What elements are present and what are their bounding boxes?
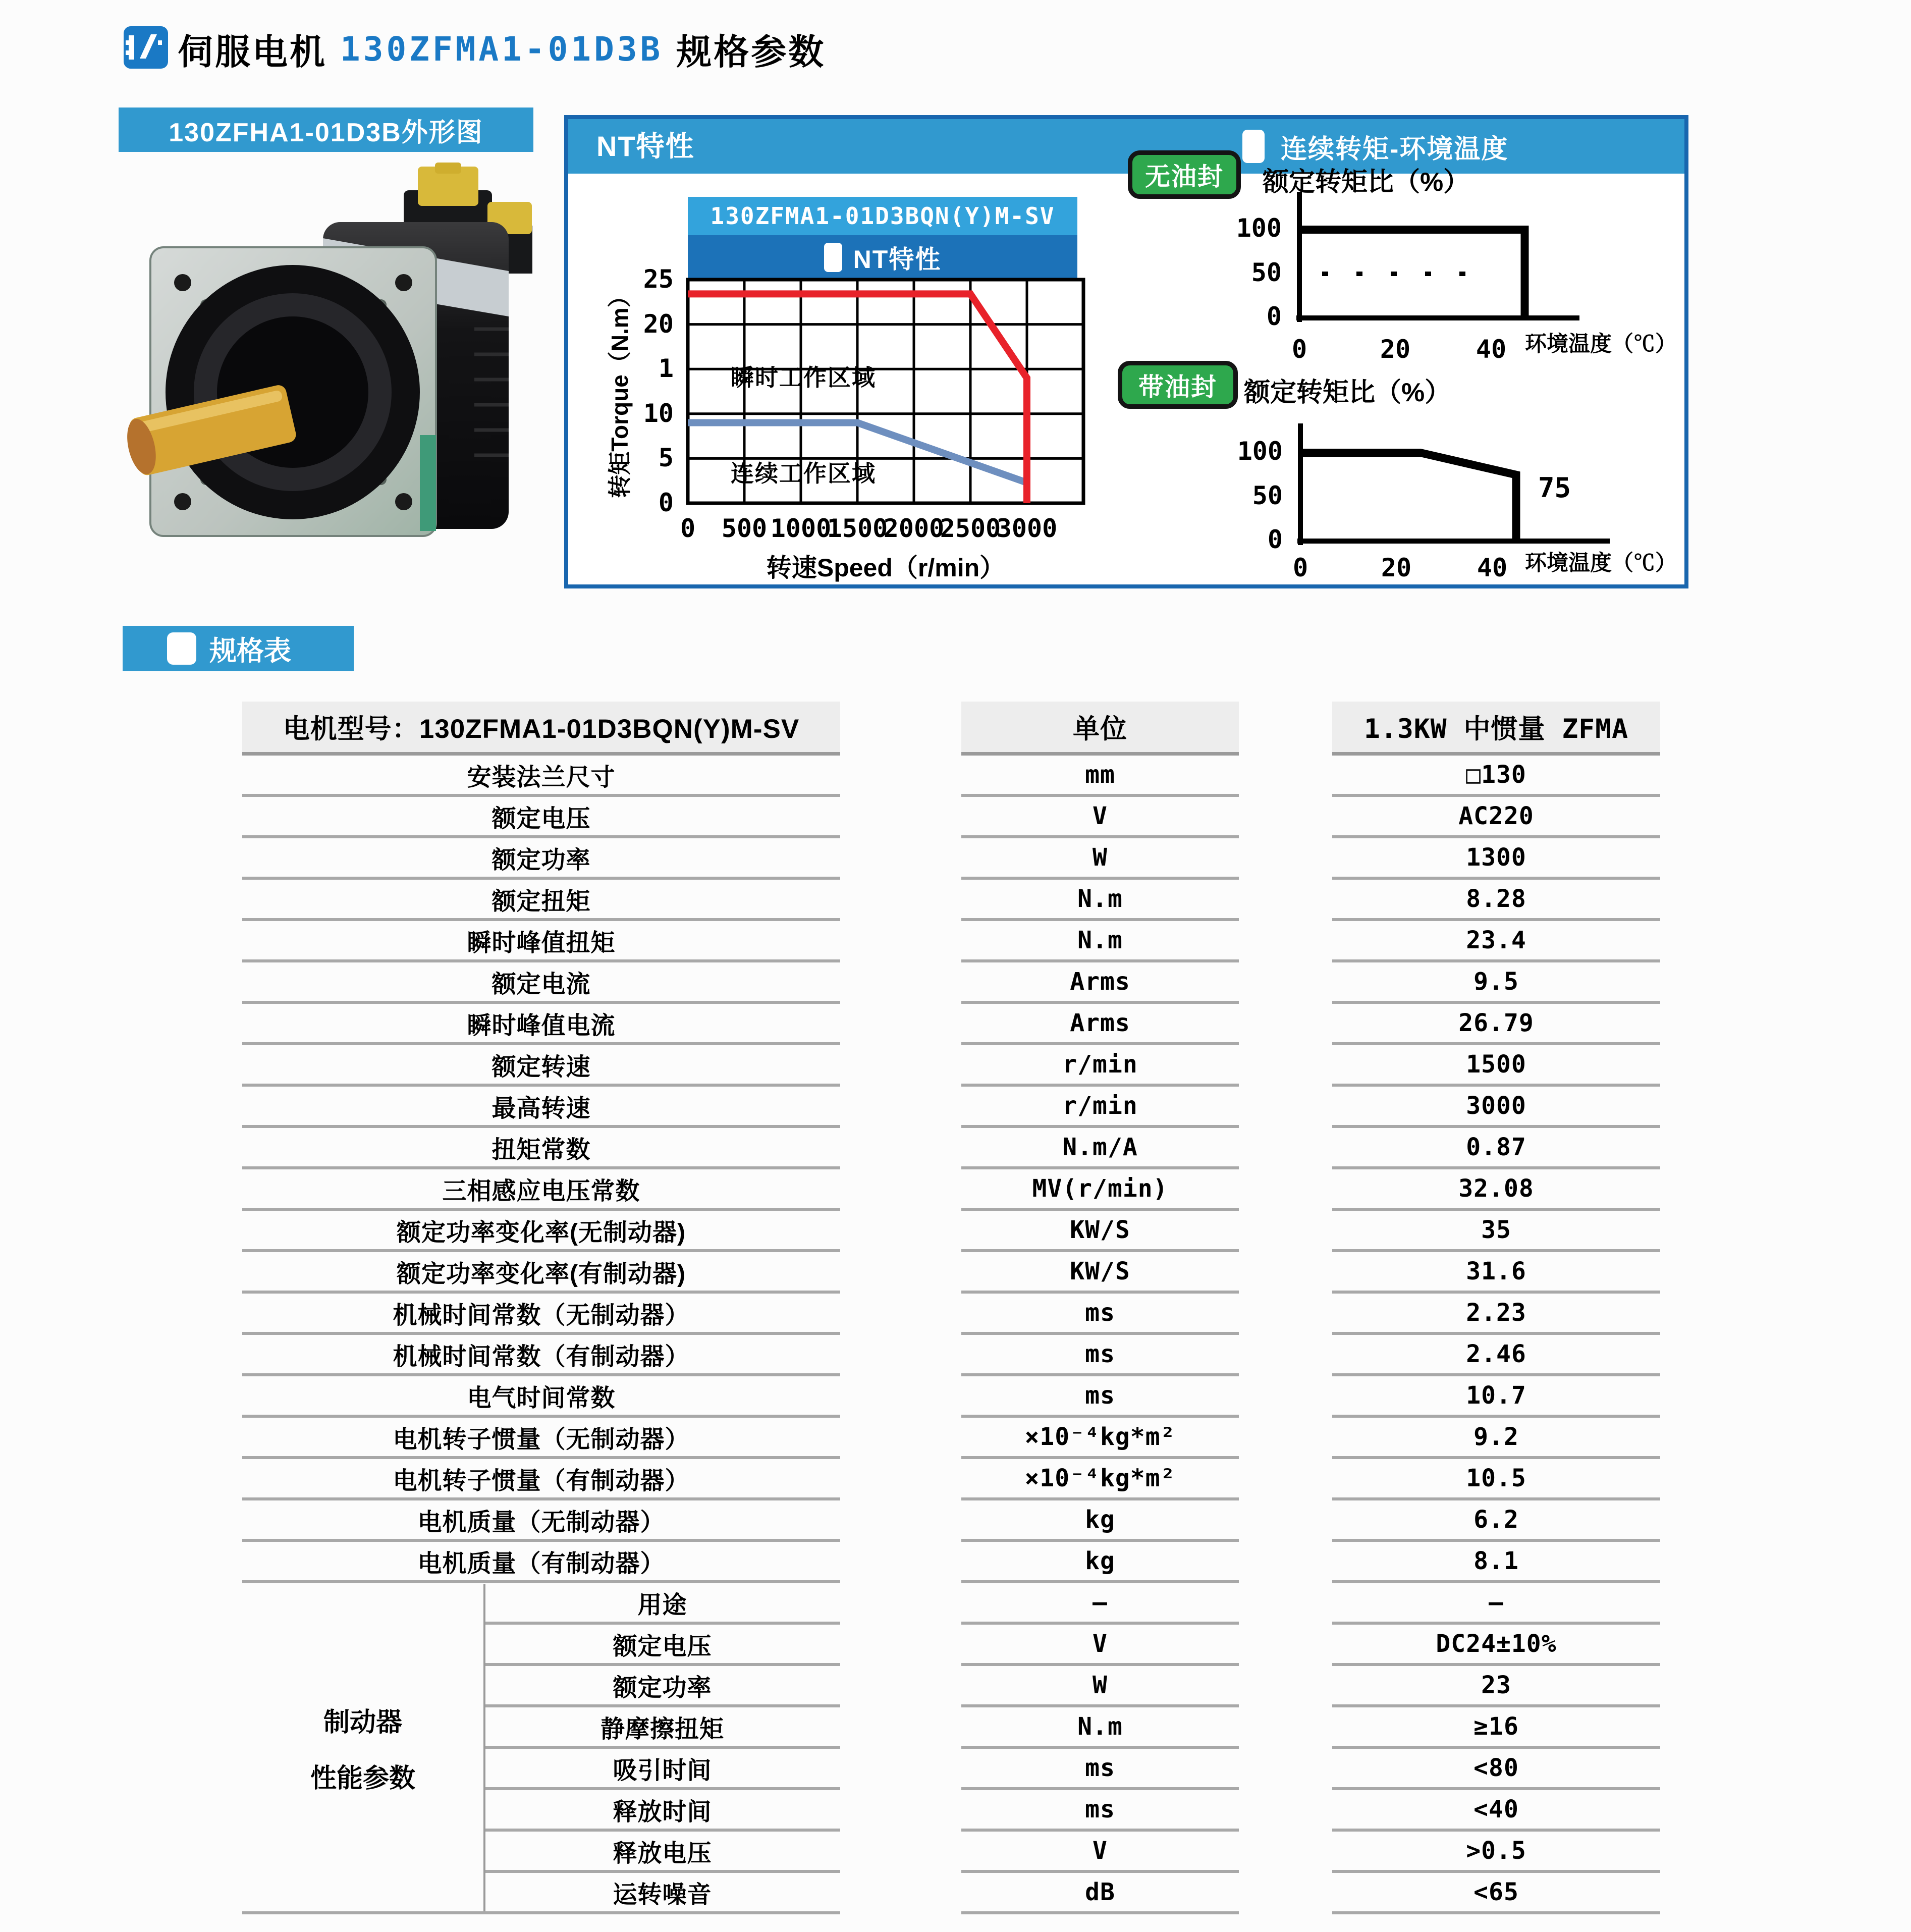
axis-tick-label: 100 (1236, 213, 1282, 243)
table-row (1332, 1252, 1660, 1294)
table-row (242, 962, 840, 1004)
table-row (961, 756, 1239, 797)
table-cell: 额定功率变化率(有制动器) (242, 1252, 840, 1294)
logo-icon (123, 25, 169, 70)
table-cell: 额定扭矩 (242, 880, 840, 921)
table-row (1332, 1335, 1660, 1376)
table-header-cell: 1.3KW 中惯量 ZFMA (1332, 702, 1660, 756)
table-row (242, 921, 840, 962)
table-row (1332, 1873, 1660, 1914)
table-cell: 10.7 (1332, 1376, 1660, 1418)
table-cell: Arms (961, 1004, 1239, 1045)
table-cell: 23 (1332, 1666, 1660, 1707)
axis-tick-label: 10 (643, 398, 674, 428)
table-cell: 扭矩常数 (242, 1128, 840, 1169)
instant-region-label: 瞬时工作区域 (731, 364, 876, 391)
spec-banner (123, 626, 354, 671)
table-header-cell: 电机型号：130ZFMA1-01D3BQN(Y)M-SV (242, 702, 840, 756)
ratio-label-top: 额定转矩比（%） (1263, 168, 1470, 197)
table-row (242, 1500, 840, 1542)
table-row (242, 1169, 840, 1211)
table-cell: N.m/A (961, 1128, 1239, 1169)
temp-label-top: 环境温度（℃） (1525, 332, 1677, 356)
table-row (1332, 756, 1660, 797)
table-row (961, 1418, 1239, 1459)
table-row (1332, 797, 1660, 838)
continuous-region-label: 连续工作区域 (731, 460, 876, 487)
brake-group-label-line1: 制动器 (323, 1708, 402, 1737)
page-title-suffix: 规格参数 (676, 32, 826, 72)
table-row (242, 756, 840, 797)
table-cell: N.m (961, 921, 1239, 962)
axis-tick-label: 100 (1237, 437, 1283, 466)
table-row (242, 1045, 840, 1087)
table-cell: 8.1 (1332, 1542, 1660, 1583)
table-cell: 释放时间 (484, 1790, 840, 1832)
temp-label-bottom: 环境温度（℃） (1525, 551, 1677, 575)
table-row (1332, 838, 1660, 880)
table-row (1332, 1459, 1660, 1500)
nt-chart-title: 130ZFMA1-01D3BQN(Y)M-SV (688, 197, 1077, 235)
table-cell: <65 (1332, 1873, 1660, 1914)
table-row (961, 1542, 1239, 1583)
table-row (961, 1376, 1239, 1418)
table-row (961, 1087, 1239, 1128)
axis-tick-label: 5 (658, 443, 674, 473)
table-cell: 三相感应电压常数 (242, 1169, 840, 1211)
table-row (961, 1873, 1239, 1914)
axis-tick-label: 20 (1380, 335, 1411, 364)
axis-tick-label: 0 (1267, 525, 1283, 554)
table-row (1332, 1790, 1660, 1832)
table-cell: 0.87 (1332, 1128, 1660, 1169)
table-cell: r/min (961, 1087, 1239, 1128)
table-cell: 32.08 (1332, 1169, 1660, 1211)
table-row (1332, 1500, 1660, 1542)
table-cell: 瞬时峰值扭矩 (242, 921, 840, 962)
table-row (242, 1128, 840, 1169)
table-cell: 2.46 (1332, 1335, 1660, 1376)
table-cell: ×10⁻⁴kg*m² (961, 1418, 1239, 1459)
axis-tick-label: 1000 (770, 514, 832, 543)
table-cell: <80 (1332, 1749, 1660, 1790)
table-cell: 机械时间常数（有制动器） (242, 1335, 840, 1376)
table-cell: dB (961, 1873, 1239, 1914)
table-cell: N.m (961, 1707, 1239, 1749)
table-cell: 1300 (1332, 838, 1660, 880)
table-cell: ×10⁻⁴kg*m² (961, 1459, 1239, 1500)
table-cell: V (961, 1832, 1239, 1873)
table-cell: 9.5 (1332, 962, 1660, 1004)
page-title-prefix: 伺服电机 (178, 32, 327, 72)
table-cell: 电机质量（无制动器） (242, 1500, 840, 1542)
table-row (1332, 1666, 1660, 1707)
table-row (242, 1211, 840, 1252)
axis-tick-label: 2500 (940, 514, 1001, 543)
table-cell: mm (961, 756, 1239, 797)
axis-tick-label: 1500 (827, 514, 888, 543)
table-cell: V (961, 797, 1239, 838)
table-row (242, 1294, 840, 1335)
brake-section-divider (483, 1584, 485, 1911)
table-row (961, 1211, 1239, 1252)
table-row (1332, 1583, 1660, 1625)
table-header-cell: 单位 (961, 702, 1239, 756)
table-row (1332, 962, 1660, 1004)
brake-group-label-line2: 性能参数 (310, 1764, 415, 1793)
nt-panel-header (568, 119, 1684, 174)
nt-bullet-icon (824, 243, 842, 272)
table-cell: — (1332, 1583, 1660, 1625)
table-row (1332, 1707, 1660, 1749)
table-cell: 10.5 (1332, 1459, 1660, 1500)
table-row (961, 1252, 1239, 1294)
axis-tick-label: 0 (1291, 335, 1307, 364)
axis-tick-label: 20 (643, 309, 674, 339)
table-cell: 用途 (484, 1583, 840, 1625)
table-cell: 26.79 (1332, 1004, 1660, 1045)
table-row (242, 1252, 840, 1294)
table-row (242, 797, 840, 838)
table-row (961, 1294, 1239, 1335)
axis-tick-label: 500 (721, 514, 768, 543)
table-cell: 6.2 (1332, 1500, 1660, 1542)
table-row (1332, 1128, 1660, 1169)
table-cell: 额定功率 (242, 838, 840, 880)
ratio-label-bottom: 额定转矩比（%） (1244, 378, 1451, 407)
table-cell: 额定功率变化率(无制动器) (242, 1211, 840, 1252)
axis-tick-label: 3000 (996, 514, 1058, 543)
table-cell: 电机转子惯量（无制动器） (242, 1418, 840, 1459)
table-cell: r/min (961, 1045, 1239, 1087)
annotation-75: 75 (1538, 472, 1571, 504)
table-row (242, 1376, 840, 1418)
table-row (242, 838, 840, 880)
table-cell: 吸引时间 (484, 1749, 840, 1790)
table-cell: Arms (961, 962, 1239, 1004)
table-cell: 31.6 (1332, 1252, 1660, 1294)
table-row (961, 1500, 1239, 1542)
table-row (961, 1335, 1239, 1376)
table-cell: 额定转速 (242, 1045, 840, 1087)
table-cell: 安装法兰尺寸 (242, 756, 840, 797)
table-row (242, 1459, 840, 1500)
table-cell: >0.5 (1332, 1832, 1660, 1873)
axis-tick-label: 0 (658, 488, 674, 517)
table-cell: 最高转速 (242, 1087, 840, 1128)
table-row (1332, 1294, 1660, 1335)
table-cell: MV(r/min) (961, 1169, 1239, 1211)
spec-col-unit (961, 702, 1239, 1914)
table-row (961, 1128, 1239, 1169)
table-row (961, 1707, 1239, 1749)
axis-tick-label: 50 (1252, 480, 1283, 510)
table-row (1332, 1542, 1660, 1583)
table-cell: <40 (1332, 1790, 1660, 1832)
table-row (242, 880, 840, 921)
table-row (1332, 1045, 1660, 1087)
table-row (961, 880, 1239, 921)
table-cell: V (961, 1625, 1239, 1666)
table-cell: DC24±10% (1332, 1625, 1660, 1666)
table-cell: 电机转子惯量（有制动器） (242, 1459, 840, 1500)
table-row (961, 1459, 1239, 1500)
table-row (1332, 921, 1660, 962)
table-cell: 8.28 (1332, 880, 1660, 921)
page-title-model: 130ZFMA1-01D3B (340, 29, 664, 69)
table-cell: 9.2 (1332, 1418, 1660, 1459)
nt-y-axis-title: 转矩Torque（N.m） (607, 284, 633, 498)
table-cell: KW/S (961, 1252, 1239, 1294)
table-cell: 静摩擦扭矩 (484, 1707, 840, 1749)
table-row (961, 962, 1239, 1004)
table-row (961, 1045, 1239, 1087)
spec-bullet-icon (167, 632, 196, 665)
nt-chart-subtitle (688, 235, 1077, 280)
table-row (1332, 1169, 1660, 1211)
table-cell: 额定电流 (242, 962, 840, 1004)
axis-tick-label: 40 (1476, 335, 1507, 364)
table-row (242, 1004, 840, 1045)
table-row (961, 1666, 1239, 1707)
table-row (1332, 1418, 1660, 1459)
table-row (961, 1790, 1239, 1832)
table-row (1332, 1625, 1660, 1666)
table-cell: 额定电压 (484, 1625, 840, 1666)
table-row (1332, 1832, 1660, 1873)
table-cell: W (961, 838, 1239, 880)
table-cell: 35 (1332, 1211, 1660, 1252)
spec-col-value (1332, 702, 1660, 1914)
nt-chart-subtitle-label: NT特性 (853, 245, 942, 274)
table-row (1332, 1004, 1660, 1045)
axis-tick-label: 0 (1292, 553, 1308, 582)
spec-banner-label: 规格表 (209, 635, 291, 666)
table-row (961, 1169, 1239, 1211)
nt-header-title: NT特性 (596, 130, 695, 162)
table-row (1332, 880, 1660, 921)
table-row (242, 1542, 840, 1583)
table-cell: ≥16 (1332, 1707, 1660, 1749)
table-cell: ms (961, 1294, 1239, 1335)
table-bottom-rule (242, 1911, 840, 1914)
table-cell: 额定功率 (484, 1666, 840, 1707)
motor-photo (121, 163, 532, 574)
table-cell: ms (961, 1749, 1239, 1790)
table-cell: 释放电压 (484, 1832, 840, 1873)
section-bullet-icon (1242, 130, 1265, 163)
table-cell: kg (961, 1500, 1239, 1542)
table-cell: 2.23 (1332, 1294, 1660, 1335)
table-cell: N.m (961, 880, 1239, 921)
table-row (961, 1583, 1239, 1625)
table-cell: AC220 (1332, 797, 1660, 838)
axis-tick-label: 40 (1477, 553, 1508, 582)
brake-group-label (242, 1584, 483, 1911)
table-cell: □130 (1332, 756, 1660, 797)
table-cell: 额定电压 (242, 797, 840, 838)
continuous-torque-header-label: 连续转矩-环境温度 (1281, 134, 1509, 164)
no-seal-badge: 无油封 (1128, 150, 1241, 199)
table-row (961, 1832, 1239, 1873)
table-row (961, 797, 1239, 838)
table-cell: ms (961, 1790, 1239, 1832)
table-row (961, 1625, 1239, 1666)
table-cell: 运转噪音 (484, 1873, 840, 1914)
table-row (1332, 1749, 1660, 1790)
axis-tick-label: 20 (1381, 553, 1412, 582)
table-cell: — (961, 1583, 1239, 1625)
axis-tick-label: 2000 (883, 514, 945, 543)
axis-tick-label: 50 (1251, 257, 1282, 287)
table-row (242, 1418, 840, 1459)
outline-banner: 130ZFHA1-01D3B外形图 (119, 108, 533, 152)
axis-tick-label: 0 (680, 514, 696, 543)
table-row (961, 921, 1239, 962)
table-cell: 机械时间常数（无制动器） (242, 1294, 840, 1335)
axis-tick-label: 25 (643, 264, 674, 294)
table-cell: 1500 (1332, 1045, 1660, 1087)
table-row (961, 838, 1239, 880)
table-row (242, 1335, 840, 1376)
table-cell: 瞬时峰值电流 (242, 1004, 840, 1045)
with-seal-badge: 带油封 (1118, 361, 1238, 409)
table-row (1332, 1211, 1660, 1252)
table-row (1332, 1087, 1660, 1128)
table-row (961, 1004, 1239, 1045)
table-row (961, 1749, 1239, 1790)
nt-x-axis-title: 转速Speed（r/min） (766, 554, 1005, 582)
table-cell: ms (961, 1335, 1239, 1376)
axis-tick-label: 0 (1266, 302, 1282, 331)
table-cell: ms (961, 1376, 1239, 1418)
axis-tick-label: 1 (658, 354, 674, 384)
page-title (178, 21, 826, 77)
table-row (1332, 1376, 1660, 1418)
table-cell: 电机质量（有制动器） (242, 1542, 840, 1583)
table-cell: KW/S (961, 1211, 1239, 1252)
table-row (242, 1087, 840, 1128)
table-cell: W (961, 1666, 1239, 1707)
table-cell: 电气时间常数 (242, 1376, 840, 1418)
table-cell: kg (961, 1542, 1239, 1583)
table-cell: 23.4 (1332, 921, 1660, 962)
table-cell: 3000 (1332, 1087, 1660, 1128)
